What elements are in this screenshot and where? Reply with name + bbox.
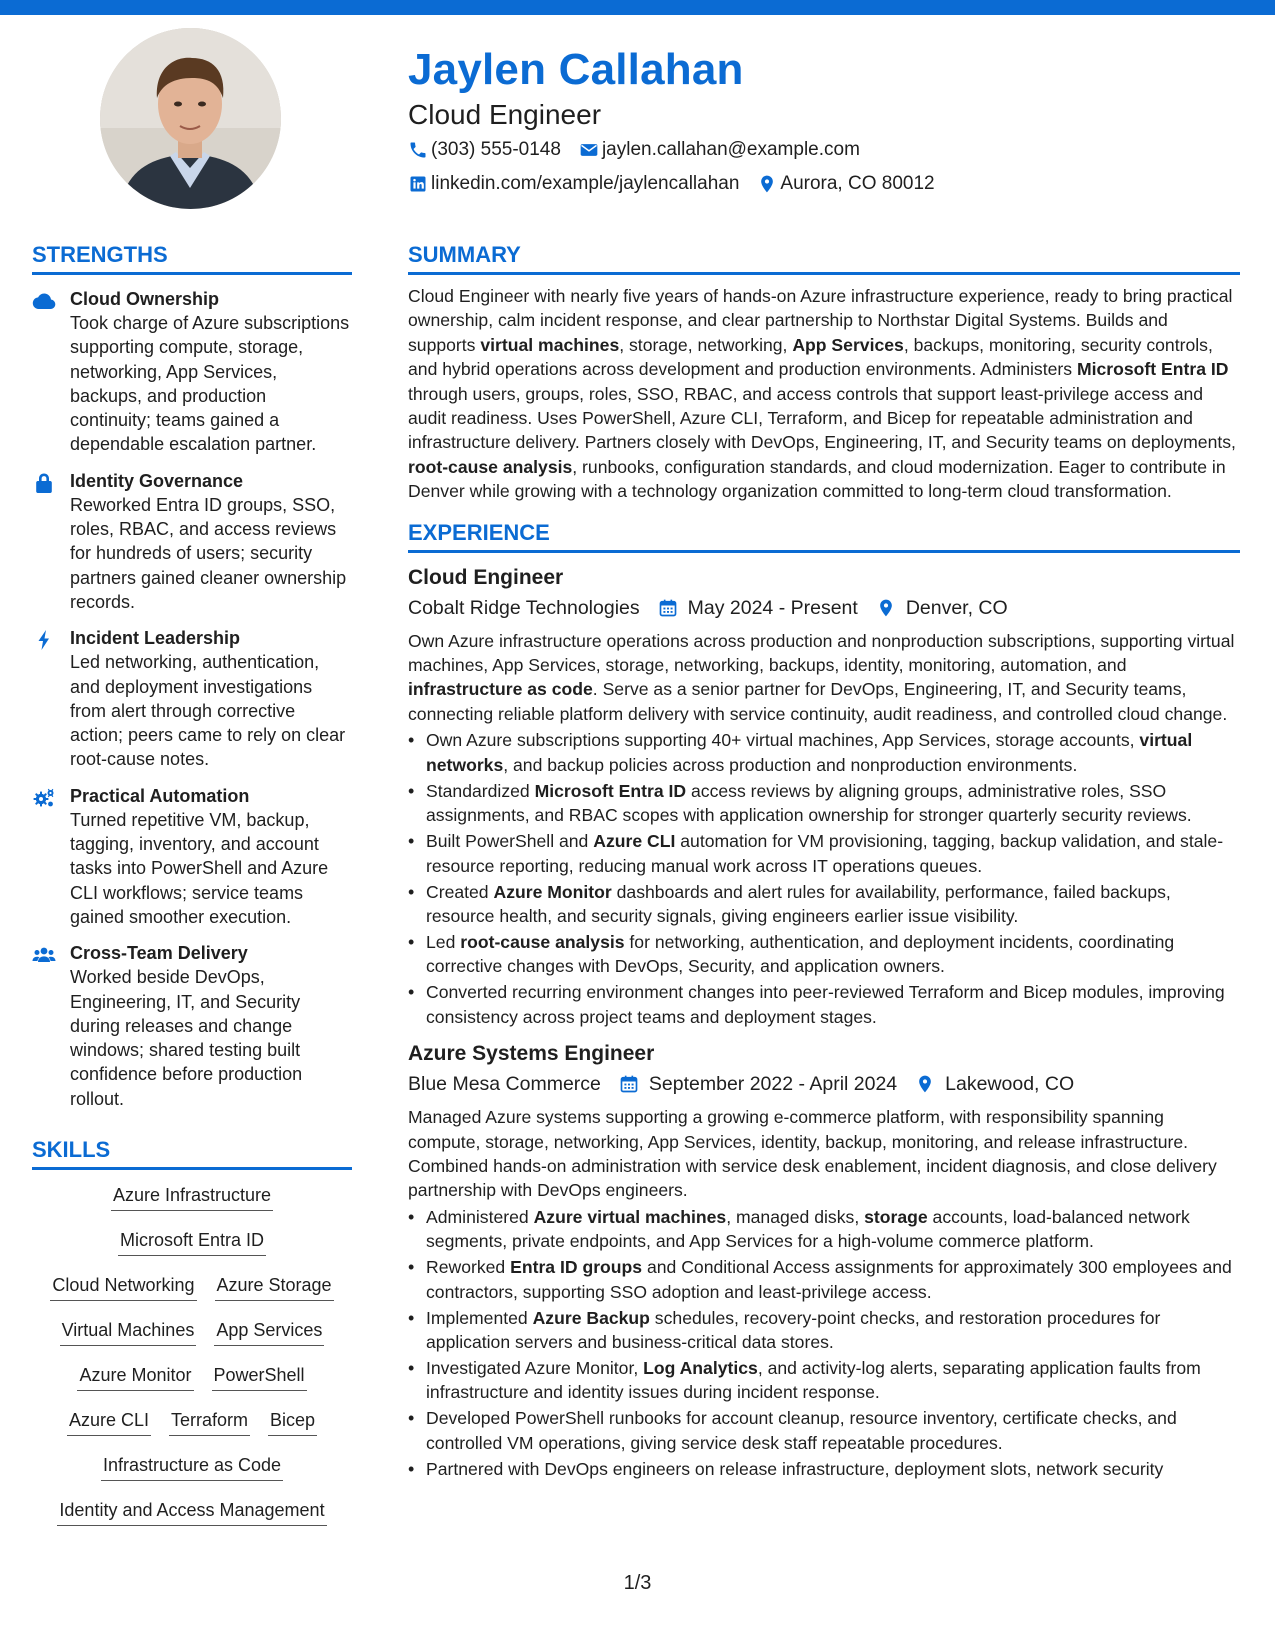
text-run: Managed Azure systems supporting a growing e-commerce platform, with responsibility spanning compute, storage, networking, App Services, identity, backup, monitoring, and release infrastructure. Combined hands-on administration with service desk enablement, incident diagnosis, and close delivery partnership with DevOps engineers.	[408, 1107, 1217, 1201]
job-location	[876, 593, 1008, 623]
experience-heading: EXPERIENCE	[408, 518, 1240, 553]
text-run: Own Azure infrastructure operations across production and nonproduction subscriptions, supporting virtual machines, App Services, storage, networking, backups, identity, monitoring, automation, and	[408, 630, 1235, 676]
text-run: , runbooks, configuration standards, and cloud modernization. Eager to contribute in Denver while growing with a technology organization committed to long-term cloud transformation.	[408, 456, 1226, 502]
bold-keyword: Azure Monitor	[493, 881, 612, 902]
map-pin-icon	[757, 174, 777, 194]
job-dates-text: May 2024 - Present	[687, 596, 858, 619]
text-run: Built PowerShell and	[426, 831, 594, 852]
skill-row	[32, 1317, 352, 1362]
profile-photo-illustration	[100, 28, 281, 209]
job-bullets	[408, 1205, 1240, 1481]
lock-icon	[32, 469, 70, 614]
skill-tag: Azure Storage	[215, 1272, 334, 1301]
text-run: Partnered with DevOps engineers on release infrastructure, deployment slots, network security	[426, 1458, 1164, 1479]
skill-tag: Azure Monitor	[77, 1362, 193, 1391]
strength-title: Practical Automation	[70, 785, 250, 806]
job-description	[408, 1105, 1240, 1203]
job-title: Azure Systems Engineer	[408, 1042, 655, 1066]
skill-row	[32, 1272, 352, 1317]
text-run: automation for VM provisioning, tagging, backup validation, and stale-resource reporting, reducing manual work across IT operations queues.	[426, 831, 1224, 876]
strength-item	[32, 287, 352, 457]
job-dates	[658, 593, 858, 623]
strength-item	[32, 626, 352, 771]
job-bullet	[408, 1356, 1240, 1405]
text-run: Own Azure subscriptions supporting 40+ virtual machines, App Services, storage accounts,	[426, 730, 1140, 751]
job-meta	[408, 1069, 1240, 1099]
strength-item	[32, 469, 352, 614]
job-bullet	[408, 728, 1240, 777]
text-run: schedules, recovery-point checks, and restoration procedures for application servers and business-critical data stores.	[426, 1307, 1161, 1352]
text-run: Created	[426, 881, 494, 902]
strength-description: Turned repetitive VM, backup, tagging, inventory, and account tasks into PowerShell and Azure CLI workflows; service teams gained smoother execution.	[70, 809, 329, 927]
bold-keyword: infrastructure as code	[408, 679, 593, 700]
page-number: 1/3	[623, 1572, 652, 1594]
bold-keyword: virtual networks	[426, 730, 1193, 775]
text-run: Administered	[426, 1206, 534, 1227]
skill-row	[32, 1407, 352, 1452]
job-bullet	[408, 880, 1240, 929]
skill-tag: Cloud Networking	[50, 1272, 196, 1301]
skill-tag: Azure Infrastructure	[111, 1182, 273, 1211]
text-run: , managed disks,	[726, 1206, 865, 1227]
candidate-name: Jaylen Callahan	[408, 45, 744, 94]
job-bullet	[408, 1255, 1240, 1304]
job-company: Cobalt Ridge Technologies	[408, 596, 640, 619]
right-column	[408, 240, 1240, 1483]
resume-header	[408, 42, 1248, 200]
text-run: and Conditional Access assignments for approximately 300 employees and contractors, supporting SSO adoption and least-privilege access.	[426, 1257, 1232, 1302]
bold-keyword: Log Analytics	[643, 1357, 758, 1378]
job-bullet	[408, 1457, 1240, 1481]
profile-photo	[100, 28, 281, 209]
skill-tag: Bicep	[268, 1407, 317, 1436]
text-run: Investigated Azure Monitor,	[426, 1357, 644, 1378]
job-bullets	[408, 728, 1240, 1029]
text-run: Implemented	[426, 1307, 533, 1328]
job-title: Cloud Engineer	[408, 565, 564, 589]
job-dates-text: September 2022 - April 2024	[648, 1073, 898, 1096]
bold-keyword: Entra ID groups	[510, 1257, 643, 1278]
skills-heading: SKILLS	[32, 1135, 352, 1170]
text-run: dashboards and alert rules for availability, performance, failed backups, resource health, and security signals, giving engineers earlier issue visibility.	[426, 881, 1171, 926]
experience-list	[408, 563, 1240, 1482]
text-run: accounts, load-balanced network segments, private endpoints, and App Services for a high-volume commerce platform.	[426, 1206, 1190, 1252]
text-run: . Serve as a senior partner for DevOps, Engineering, IT, and Security teams, connecting reliable platform delivery with service continuity, audit readiness, and controlled cloud change.	[408, 679, 1228, 724]
bold-keyword: Azure CLI	[593, 831, 676, 852]
skill-row	[32, 1362, 352, 1407]
skill-row	[32, 1182, 352, 1227]
strength-description: Reworked Entra ID groups, SSO, roles, RBAC, and access reviews for hundreds of users; security partners gained cleaner ownership records.	[70, 494, 347, 612]
job-bullet	[408, 1205, 1240, 1254]
job-entry	[408, 1039, 1240, 1481]
phone-contact	[408, 134, 561, 166]
skill-tag: Terraform	[169, 1407, 250, 1436]
text-run: , backups, monitoring, security controls, and hybrid operations across development and production environments. Administers	[408, 334, 1213, 380]
gears-icon	[32, 784, 70, 929]
strength-title: Identity Governance	[70, 470, 244, 491]
linkedin-icon	[408, 174, 428, 194]
bold-keyword: Microsoft Entra ID	[1076, 359, 1229, 380]
phone-number: (303) 555-0148	[431, 139, 561, 160]
strength-description: Worked beside DevOps, Engineering, IT, and Security during releases and change windows; shared testing built confidence before production rollout.	[70, 967, 303, 1109]
strength-title: Cloud Ownership	[70, 289, 220, 309]
strength-item	[32, 784, 352, 929]
strength-title: Incident Leadership	[70, 628, 241, 649]
skill-tag: Identity and Access Management	[57, 1497, 326, 1526]
text-run: , and backup policies across production and nonproduction environments.	[503, 754, 1078, 775]
text-run: Developed PowerShell runbooks for account cleanup, resource inventory, certificate checks, and controlled VM operations, giving service desk staff repeatable procedures.	[426, 1408, 1177, 1453]
job-dates	[619, 1069, 897, 1099]
strength-item	[32, 941, 352, 1111]
text-run: , storage, networking,	[619, 334, 793, 355]
job-bullet	[408, 1406, 1240, 1455]
text-run: Converted recurring environment changes into peer-reviewed Terraform and Bicep modules, improving consistency across project teams and deployment stages.	[426, 982, 1225, 1027]
bold-keyword: App Services	[792, 334, 904, 355]
users-icon	[32, 941, 70, 1111]
strength-title: Cross-Team Delivery	[70, 943, 248, 964]
contact-row-1	[408, 134, 1248, 166]
bold-keyword: Microsoft Entra ID	[534, 780, 687, 801]
job-entry	[408, 563, 1240, 1029]
bolt-icon	[32, 626, 70, 771]
job-location-text: Lakewood, CO	[945, 1073, 1075, 1096]
job-bullet	[408, 829, 1240, 878]
skill-tag: Azure CLI	[67, 1407, 151, 1436]
location-contact	[757, 168, 934, 200]
skill-tag: Infrastructure as Code	[101, 1452, 283, 1481]
summary-heading: SUMMARY	[408, 240, 1240, 275]
candidate-role: Cloud Engineer	[408, 99, 602, 130]
bold-keyword: root-cause analysis	[408, 456, 573, 477]
email-address[interactable]: jaylen.callahan@example.com	[601, 139, 860, 160]
text-run: through users, groups, roles, SSO, RBAC, and access controls that support least-privilege access and audit readiness. Uses PowerShell, Azure CLI, Terraform, and Bicep for repeatable administration and infrastructure delivery. Partners closely with DevOps, Engineering, IT, and Security teams on deployments,	[408, 383, 1236, 453]
linkedin-url[interactable]: linkedin.com/example/jaylencallahan	[431, 173, 740, 194]
strengths-heading: STRENGTHS	[32, 240, 352, 275]
linkedin-contact[interactable]	[408, 168, 739, 200]
text-run: Standardized	[426, 780, 535, 801]
contact-row-2	[408, 168, 1248, 200]
text-run: Cloud Engineer with nearly five years of hands-on Azure infrastructure experience, ready to bring practical ownership, calm incident response, and clear partnership to Northstar Digital Systems. Builds and supports	[408, 286, 1233, 355]
calendar-icon	[658, 598, 678, 618]
job-bullet	[408, 930, 1240, 979]
phone-icon	[408, 140, 428, 160]
text-run: for networking, authentication, and deployment incidents, coordinating corrective changes with DevOps, Security, and application owners.	[426, 931, 1175, 977]
strength-description: Took charge of Azure subscriptions supporting compute, storage, networking, App Services, backups, and production continuity; teams gained a dependable escalation partner.	[70, 313, 350, 455]
job-company: Blue Mesa Commerce	[408, 1073, 601, 1096]
job-bullet	[408, 779, 1240, 828]
skill-row	[32, 1497, 352, 1542]
skill-row	[32, 1227, 352, 1272]
text-run: , and activity-log alerts, separating application faults from infrastructure and identity issues during incident response.	[426, 1357, 1201, 1403]
bold-keyword: Azure Backup	[532, 1307, 650, 1328]
bold-keyword: storage	[864, 1206, 928, 1227]
map-pin-icon	[876, 598, 896, 618]
job-location	[915, 1069, 1074, 1099]
bold-keyword: Azure virtual machines	[533, 1206, 727, 1227]
bold-keyword: virtual machines	[480, 334, 620, 355]
text-run: Led	[426, 931, 461, 952]
cloud-icon	[32, 287, 70, 457]
location-text: Aurora, CO 80012	[780, 173, 935, 194]
job-meta	[408, 593, 1240, 623]
skill-tag: Microsoft Entra ID	[118, 1227, 266, 1256]
job-location-text: Denver, CO	[905, 596, 1008, 619]
calendar-icon	[619, 1074, 639, 1094]
text-run: access reviews by aligning groups, administrative roles, SSO assignments, and RBAC scopes with application ownership for stronger quarterly security reviews.	[426, 780, 1192, 826]
summary-text	[408, 284, 1240, 504]
job-bullet	[408, 1306, 1240, 1355]
text-run: Reworked	[426, 1257, 511, 1278]
skill-tag: PowerShell	[212, 1362, 307, 1391]
skill-tag: App Services	[214, 1317, 324, 1346]
top-accent-bar	[0, 0, 1275, 15]
bold-keyword: root-cause analysis	[460, 931, 625, 952]
job-bullet	[408, 980, 1240, 1029]
skill-tag: Virtual Machines	[60, 1317, 197, 1346]
skills-list	[32, 1182, 352, 1542]
strengths-list	[32, 287, 352, 1111]
envelope-icon	[579, 140, 599, 160]
job-description	[408, 629, 1240, 727]
left-column	[32, 240, 352, 1542]
strength-description: Led networking, authentication, and deployment investigations from alert through corrective action; peers came to rely on clear root-cause notes.	[70, 652, 346, 770]
email-contact[interactable]	[579, 134, 860, 166]
map-pin-icon	[915, 1074, 935, 1094]
skill-row	[32, 1452, 352, 1497]
